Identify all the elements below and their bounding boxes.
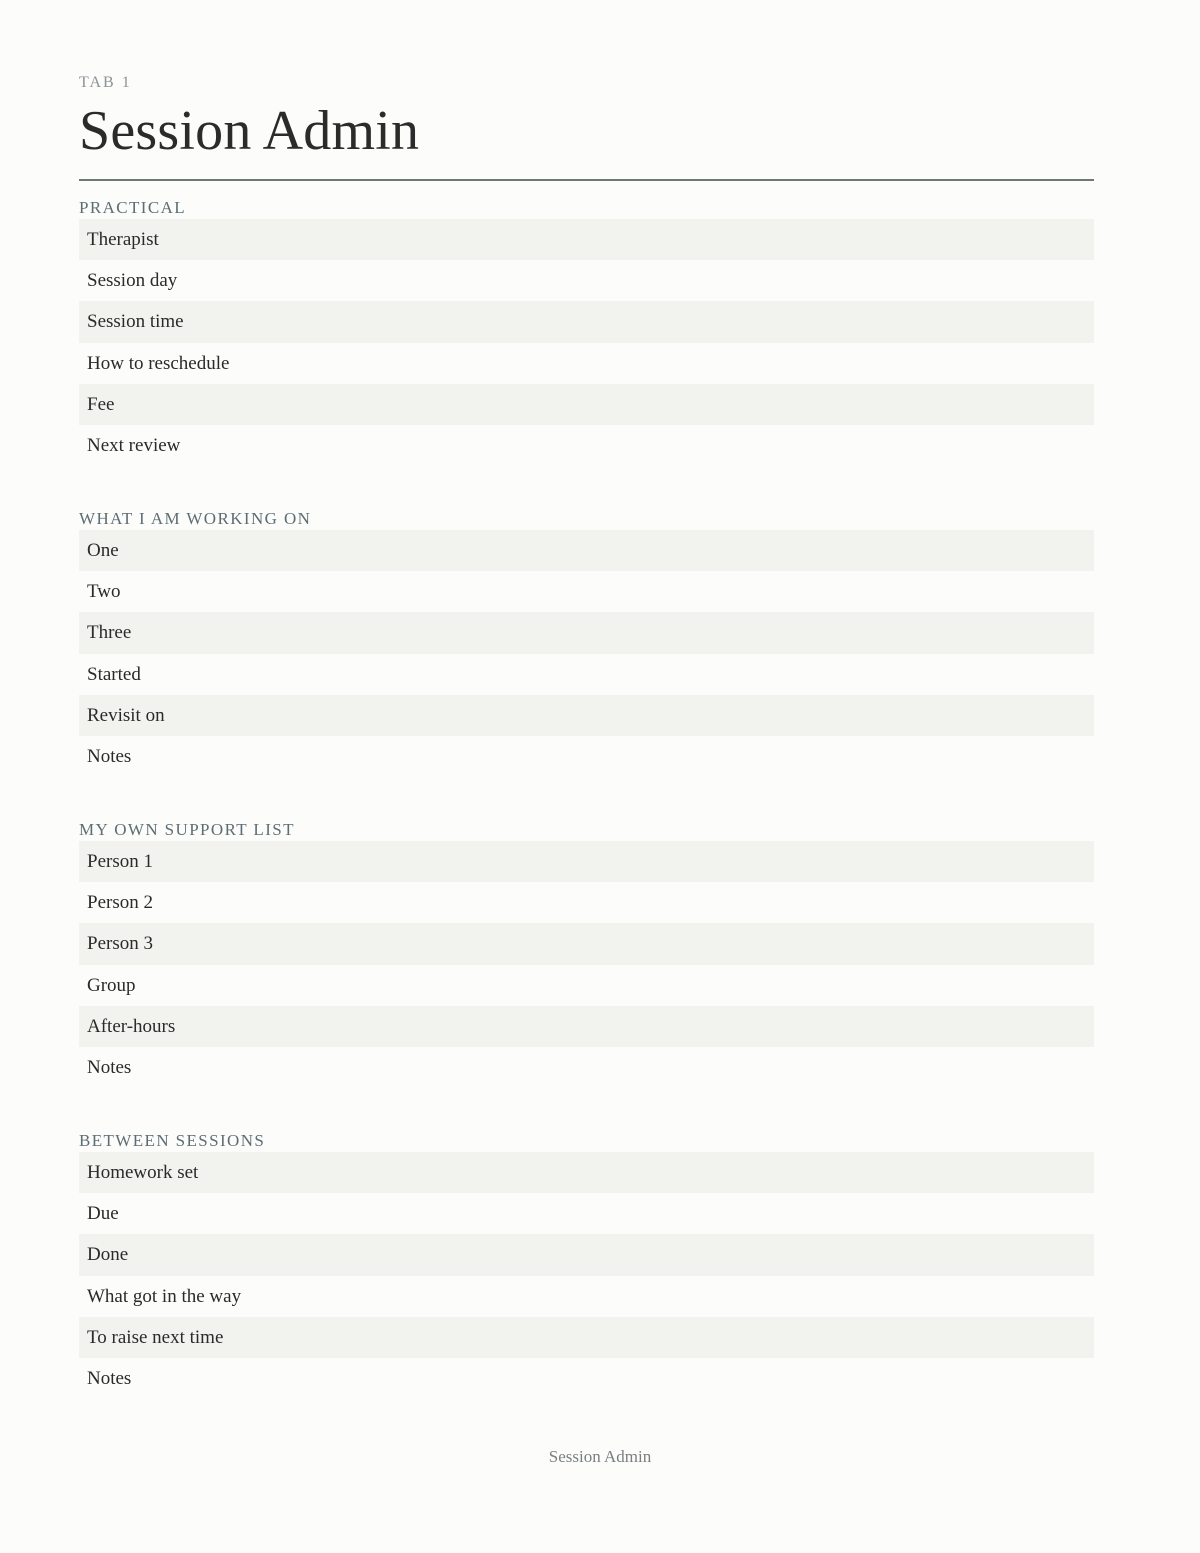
field-row-what-got-in-the-way[interactable]: What got in the way [87, 1285, 242, 1307]
field-row-session-time[interactable]: Session time [79, 301, 1094, 342]
page-footer: Session Admin [548, 1447, 652, 1466]
field-row-notes[interactable]: Notes [87, 1367, 132, 1389]
title-divider [79, 179, 1094, 181]
field-list [79, 1152, 1094, 1399]
field-row-three[interactable]: Three [79, 612, 1094, 653]
tab-label: TAB 1 [79, 74, 132, 91]
section-support-list [79, 821, 1094, 1088]
field-row-revisit-on[interactable]: Revisit on [79, 695, 1094, 736]
field-row-homework-set[interactable]: Homework set [79, 1152, 1094, 1193]
field-row-one[interactable]: One [79, 530, 1094, 571]
section-heading: WHAT I AM WORKING ON [79, 509, 312, 528]
field-row-to-raise-next-time[interactable]: To raise next time [79, 1317, 1094, 1358]
field-row-session-day[interactable]: Session day [87, 270, 178, 292]
field-list [79, 219, 1094, 466]
field-list [79, 841, 1094, 1088]
field-row-next-review[interactable]: Next review [87, 434, 181, 456]
field-row-group[interactable]: Group [87, 974, 136, 996]
section-heading: BETWEEN SESSIONS [79, 1131, 266, 1150]
field-row-two[interactable]: Two [87, 581, 121, 603]
field-row-after-hours[interactable]: After-hours [79, 1006, 1094, 1047]
section-heading: MY OWN SUPPORT LIST [79, 820, 295, 839]
section-practical [79, 199, 1094, 466]
field-row-started[interactable]: Started [87, 663, 141, 685]
field-row-person-3[interactable]: Person 3 [79, 923, 1094, 964]
page-title: Session Admin [79, 100, 420, 162]
field-row-done[interactable]: Done [79, 1234, 1094, 1275]
section-heading: PRACTICAL [79, 198, 187, 217]
field-row-therapist[interactable]: Therapist [79, 219, 1094, 260]
field-row-fee[interactable]: Fee [79, 384, 1094, 425]
section-between-sessions [79, 1132, 1094, 1399]
section-working-on [79, 510, 1094, 777]
field-row-notes[interactable]: Notes [87, 745, 132, 767]
field-row-person-1[interactable]: Person 1 [79, 841, 1094, 882]
field-row-notes[interactable]: Notes [87, 1056, 132, 1078]
field-list [79, 530, 1094, 777]
field-row-how-to-reschedule[interactable]: How to reschedule [87, 352, 230, 374]
field-row-person-2[interactable]: Person 2 [87, 892, 153, 914]
field-row-due[interactable]: Due [87, 1203, 119, 1225]
